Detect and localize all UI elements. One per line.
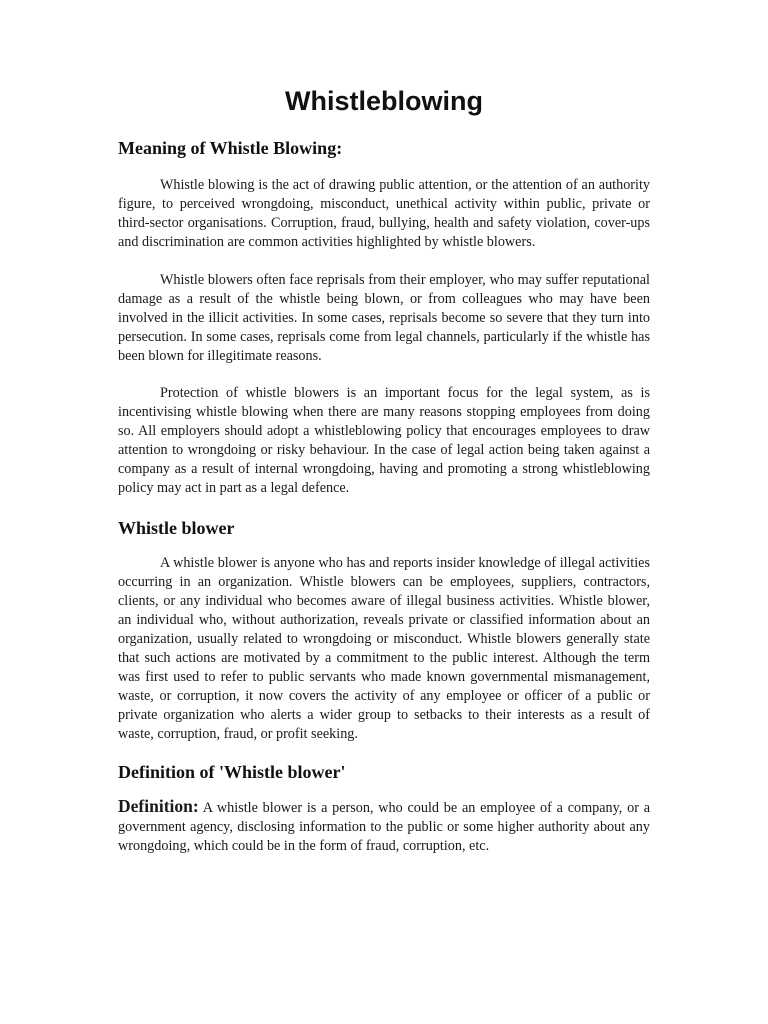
definition-label: Definition: — [118, 796, 199, 816]
definition-text: A whistle blower is a person, who could be an employee of a company, or a government agency, disclosing information to the public or some higher authority about any wrongdoing, which could be in the form of fraud, corruption, etc. — [118, 800, 650, 854]
definition-paragraph — [118, 797, 650, 856]
paragraph-meaning-2: Whistle blowers often face reprisals from their employer, who may suffer reputational damage as a result of the whistle being blown, or from colleagues who may have been involved in the illicit activities. In some cases, reprisals become so severe that they turn into persecution. In some cases, reprisals come from legal channels, particularly if the whistle has been blown for illegitimate reasons. — [118, 272, 650, 364]
section-heading-meaning: Meaning of Whistle Blowing: — [118, 138, 343, 158]
document-body — [118, 138, 650, 870]
section-heading-whistle-blower: Whistle blower — [118, 518, 235, 538]
document-title: Whistleblowing — [285, 86, 483, 116]
paragraph-meaning-1: Whistle blowing is the act of drawing public attention, or the attention of an authority figure, to perceived wrongdoing, misconduct, unethical activity within public, private or third-sector organisations. Corruption, fraud, bullying, health and safety violation, cover-ups and discrimination are common activities highlighted by whistle blowers. — [118, 177, 650, 250]
paragraph-meaning-3: Protection of whistle blowers is an important focus for the legal system, as is incentivising whistle blowing when there are many reasons stopping employees from doing so. All employers should adopt a whistleblowing policy that encourages employees to draw attention to wrongdoing or risky behaviour. In the case of legal action being taken against a company as a result of internal wrongdoing, having and promoting a strong whistleblowing policy may act in part as a legal defence. — [118, 385, 650, 496]
section-heading-definition: Definition of 'Whistle blower' — [118, 762, 346, 782]
paragraph-whistle-blower: A whistle blower is anyone who has and reports insider knowledge of illegal activities occurring in an organization. Whistle blowers can be employees, suppliers, contractors, clients, or any individual who becomes aware of illegal business activities. Whistle blower, an individual who, without authorization, reveals private or classified information about an organization, usually related to wrongdoing or misconduct. Whistle blowers generally state that such actions are motivated by a commitment to the public interest. Although the term was first used to refer to public servants who made known governmental mismanagement, waste, or corruption, it now covers the activity of any employee or officer of a public or private organization who alerts a wider group to setbacks to their interests as a result of waste, corruption, fraud, or profit seeking. — [118, 555, 650, 742]
